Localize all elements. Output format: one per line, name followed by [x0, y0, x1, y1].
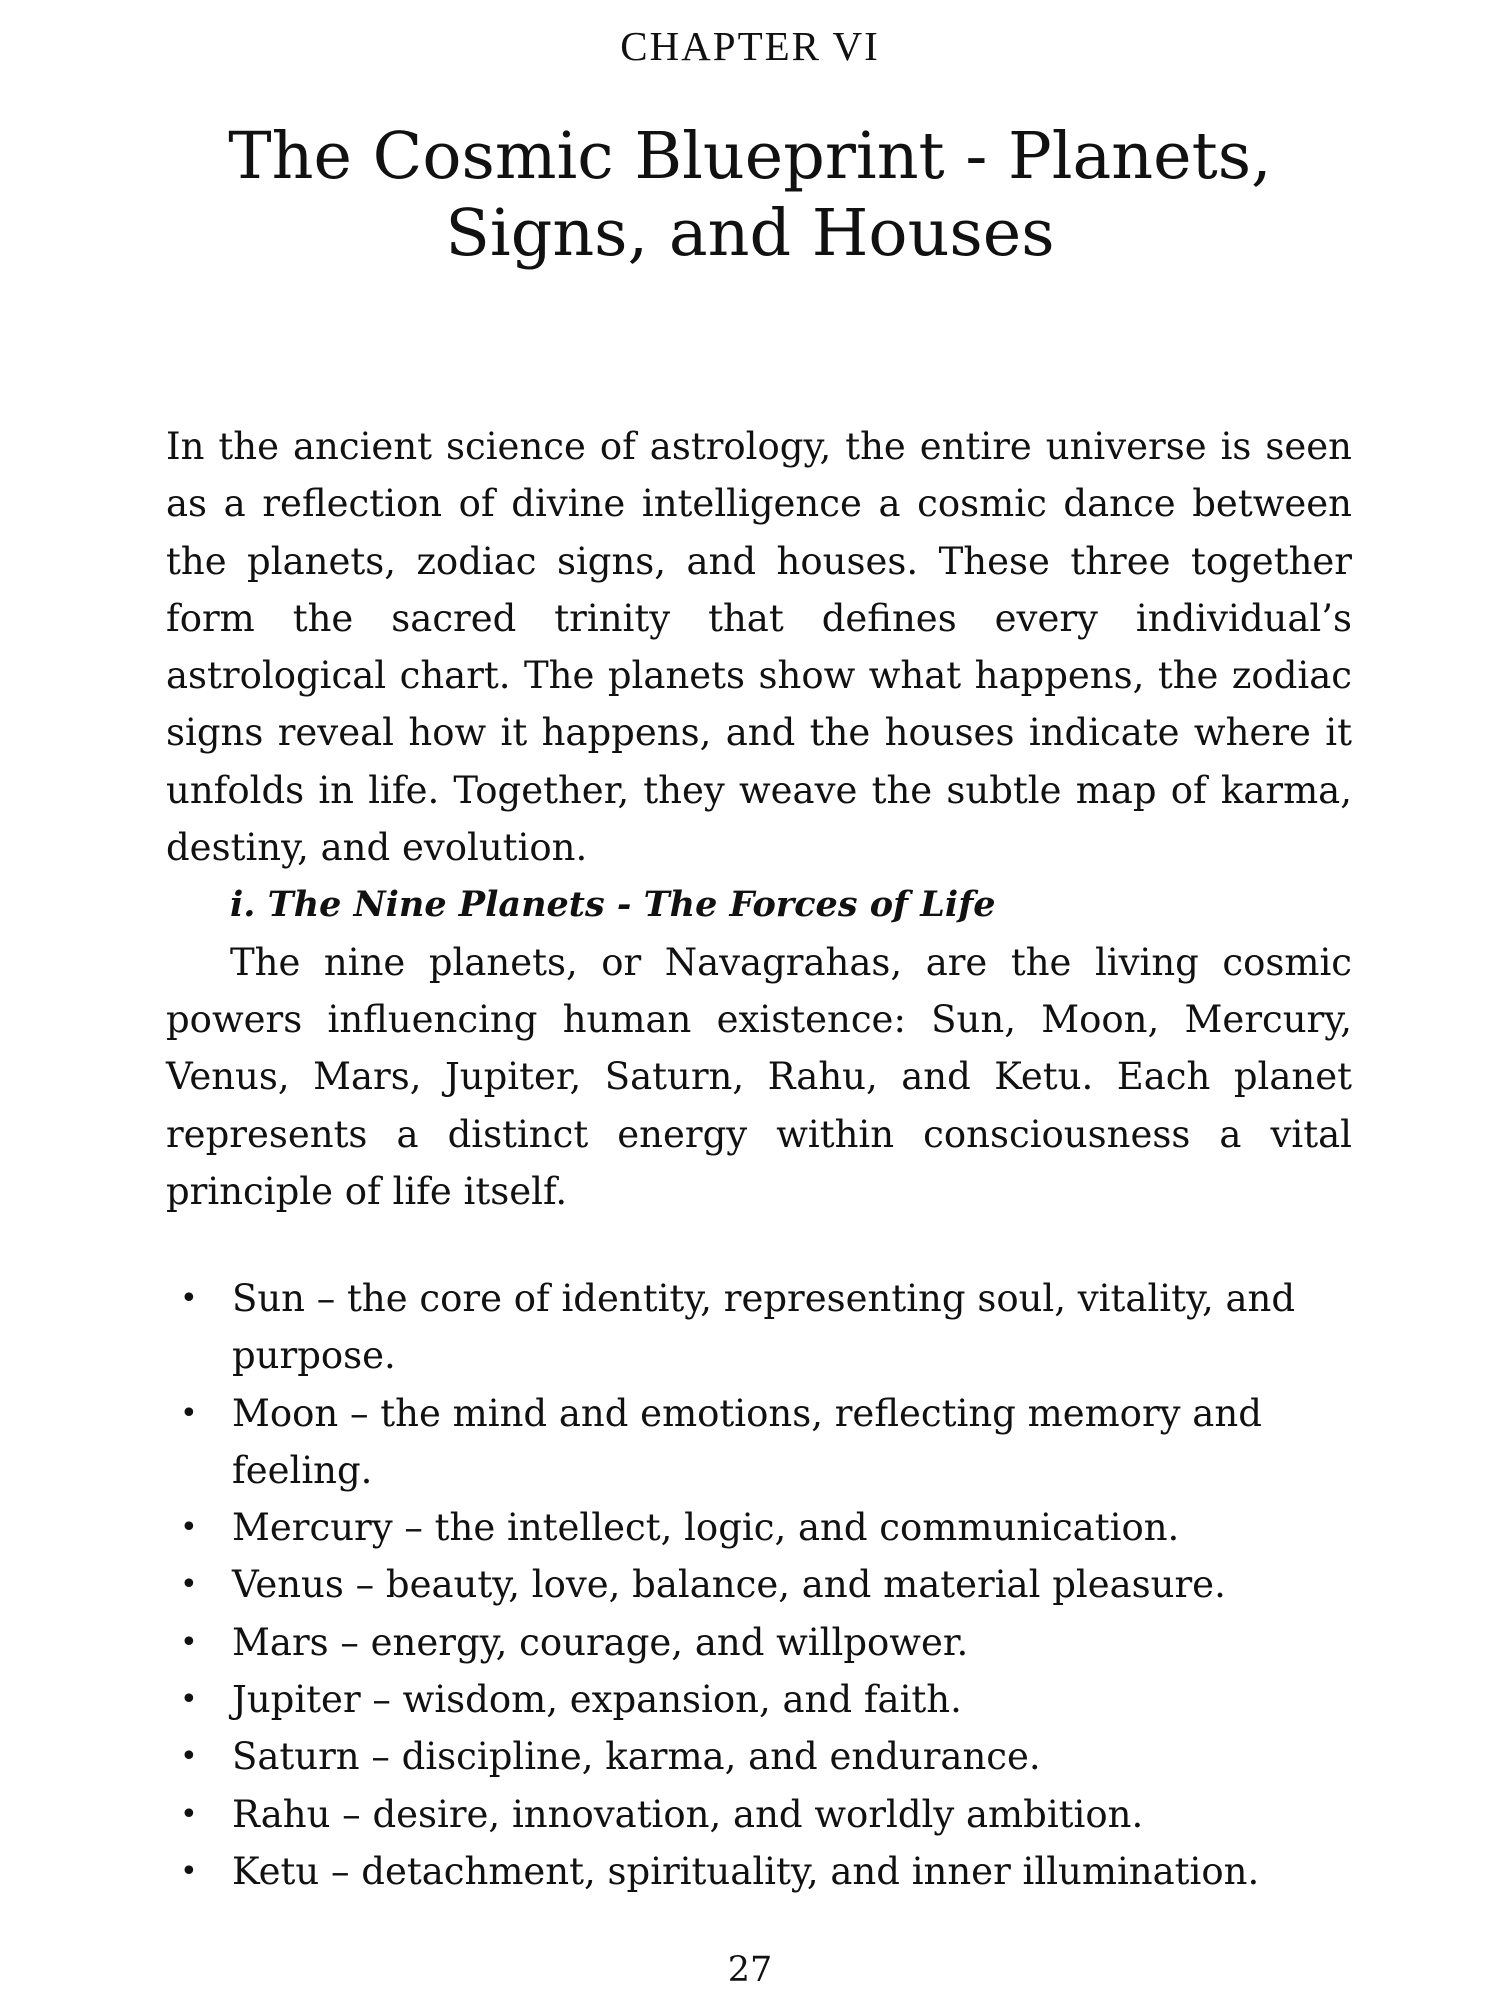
- list-item-rahu: [166, 1786, 1352, 1843]
- bullet-icon: •: [180, 1567, 198, 1603]
- list-item-text: Jupiter – wisdom, expansion, and faith.: [232, 1678, 962, 1722]
- list-item-text: Moon – the mind and emotions, reflecting memory and feeling.: [232, 1391, 1262, 1492]
- list-item-mercury: [166, 1499, 1352, 1556]
- intro-paragraph: In the ancient science of astrology, the entire universe is seen as a reflection of divine intelligence a cosmic dance between the planets, zodiac signs, and houses. These three together form the sacred trinity that defines every individual’s astrological chart. The planets show what happens, the zodiac signs reveal how it happens, and the houses indicate where it unfolds in life. Together, they weave the subtle map of karma, destiny, and evolution.: [166, 425, 1352, 870]
- list-item-text: Mercury – the intellect, logic, and communication.: [232, 1506, 1180, 1550]
- list-item-text: Sun – the core of identity, representing soul, vitality, and purpose.: [232, 1277, 1296, 1378]
- bullet-icon: •: [180, 1853, 198, 1889]
- list-item-ketu: [166, 1843, 1352, 1900]
- list-item-moon: [166, 1385, 1352, 1500]
- list-item-text: Mars – energy, courage, and willpower.: [232, 1620, 969, 1664]
- list-item-text: Ketu – detachment, spirituality, and inner illumination.: [232, 1849, 1260, 1893]
- bullet-icon: •: [180, 1739, 198, 1775]
- list-item-jupiter: [166, 1671, 1352, 1728]
- section-paragraph: The nine planets, or Navagrahas, are the living cosmic powers influencing human existence: Sun, Moon, Mercury, Venus, Mars, Jupiter, Saturn, Rahu, and Ketu. Each planet represents a distinct energy within consciousness a vital principle of life itself.: [166, 940, 1352, 1213]
- list-item-text: Saturn – discipline, karma, and endurance.: [232, 1735, 1041, 1779]
- bullet-icon: •: [180, 1510, 198, 1546]
- list-item-text: Rahu – desire, innovation, and worldly ambition.: [232, 1792, 1144, 1836]
- bullet-icon: •: [180, 1796, 198, 1832]
- section-heading: i. The Nine Planets - The Forces of Life: [230, 884, 996, 926]
- planet-list: [166, 1270, 1352, 1900]
- bullet-icon: •: [180, 1395, 198, 1431]
- list-item-sun: [166, 1270, 1352, 1385]
- page-number: 27: [727, 1950, 773, 1990]
- bullet-icon: •: [180, 1624, 198, 1660]
- list-item-venus: [166, 1556, 1352, 1613]
- list-item-text: Venus – beauty, love, balance, and material pleasure.: [232, 1563, 1226, 1607]
- list-item-mars: [166, 1614, 1352, 1671]
- list-item-saturn: [166, 1728, 1352, 1785]
- bullet-icon: •: [180, 1281, 198, 1316]
- chapter-title: The Cosmic Blueprint - Planets, Signs, and Houses: [228, 119, 1272, 271]
- chapter-label: CHAPTER VI: [620, 23, 880, 69]
- body-text: [166, 418, 1352, 1220]
- bullet-icon: •: [180, 1682, 198, 1718]
